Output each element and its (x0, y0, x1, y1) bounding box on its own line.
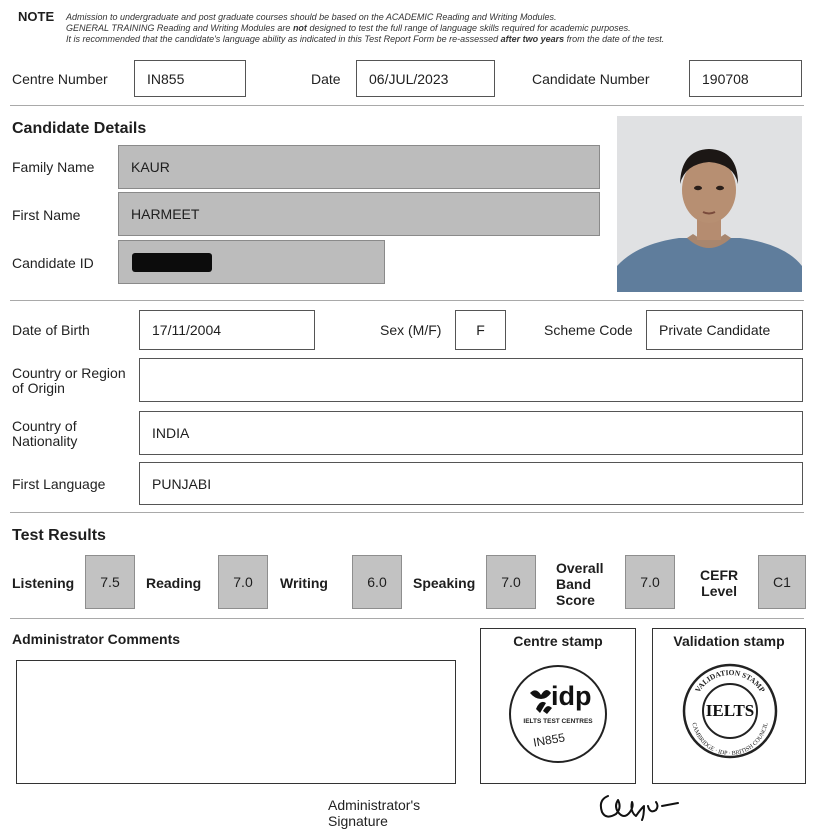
first-language-field: PUNJABI (139, 462, 803, 505)
photo-illustration (617, 116, 802, 292)
idp-subtext: IELTS TEST CENTRES (523, 718, 593, 725)
listening-label: Listening (12, 575, 75, 591)
idp-stamp (509, 665, 607, 763)
note-line-2: GENERAL TRAINING Reading and Writing Modules are not designed to test the full range of language skills required for academic purposes. (66, 23, 631, 33)
candidate-photo (617, 116, 802, 292)
centre-number-label: Centre Number (12, 71, 108, 87)
cefr-level-label: CEFR Level (700, 567, 739, 599)
first-name-field: HARMEET (118, 192, 600, 236)
date-label: Date (311, 71, 341, 87)
speaking-label: Speaking (413, 575, 476, 591)
note-line-1: Admission to undergraduate and post graduate courses should be based on the ACADEMIC Reading and Writing Modules. (66, 12, 557, 22)
overall-band-score: 7.0 (625, 555, 675, 609)
dob-label: Date of Birth (12, 322, 90, 338)
origin-field (139, 358, 803, 402)
divider-1 (10, 105, 804, 106)
divider-4 (10, 618, 804, 619)
validation-stamp-box (652, 628, 806, 784)
admin-signature (594, 786, 694, 826)
scheme-code-label: Scheme Code (544, 322, 633, 338)
candidate-number-field: 190708 (689, 60, 802, 97)
centre-stamp-box (480, 628, 636, 784)
ielts-seal-text: IELTS (705, 701, 755, 720)
candidate-details-title: Candidate Details (12, 120, 147, 137)
listening-score: 7.5 (85, 555, 135, 609)
date-field: 06/JUL/2023 (356, 60, 495, 97)
sex-label: Sex (M/F) (380, 322, 442, 338)
family-name-label: Family Name (12, 159, 95, 175)
redaction-bar (132, 253, 212, 272)
origin-label: Country or Region of Origin (12, 365, 126, 396)
admin-signature-label: Administrator's Signature (328, 797, 421, 829)
first-name-label: First Name (12, 207, 81, 223)
nationality-label: Country of Nationality (12, 418, 78, 449)
note-title: NOTE (18, 9, 55, 24)
note-line-3: It is recommended that the candidate's language ability as indicated in this Test Report Form be re-assessed after two years from the date of the test. (66, 34, 665, 44)
reading-score: 7.0 (218, 555, 268, 609)
scheme-code-field: Private Candidate (646, 310, 803, 350)
candidate-id-label: Candidate ID (12, 255, 94, 271)
admin-comments-box (16, 660, 456, 784)
idp-centre-code: IN855 (532, 730, 567, 750)
idp-logo-text: idp (551, 681, 592, 711)
validation-stamp-label: Validation stamp (673, 633, 785, 649)
family-name-field: KAUR (118, 145, 600, 189)
test-results-title: Test Results (12, 527, 106, 544)
writing-score: 6.0 (352, 555, 402, 609)
nationality-field: INDIA (139, 411, 803, 455)
speaking-score: 7.0 (486, 555, 536, 609)
divider-3 (10, 512, 804, 513)
divider-2 (10, 300, 804, 301)
first-language-label: First Language (12, 476, 106, 492)
overall-band-label: Overall Band Score (556, 560, 604, 608)
candidate-number-label: Candidate Number (532, 71, 650, 87)
seal-ring-top-text: VALIDATION STAMP (693, 667, 767, 694)
cefr-level-score: C1 (758, 555, 806, 609)
candidate-id-field (118, 240, 385, 284)
reading-label: Reading (146, 575, 202, 591)
sex-field: F (455, 310, 506, 350)
centre-number-field: IN855 (134, 60, 246, 97)
centre-stamp-label: Centre stamp (513, 633, 603, 649)
admin-comments-label: Administrator Comments (12, 631, 181, 647)
dob-field: 17/11/2004 (139, 310, 315, 350)
writing-label: Writing (280, 575, 328, 591)
seal-ring-bottom-text: CAMBRIDGE · IDP · BRITISH COUNCIL (690, 722, 770, 758)
